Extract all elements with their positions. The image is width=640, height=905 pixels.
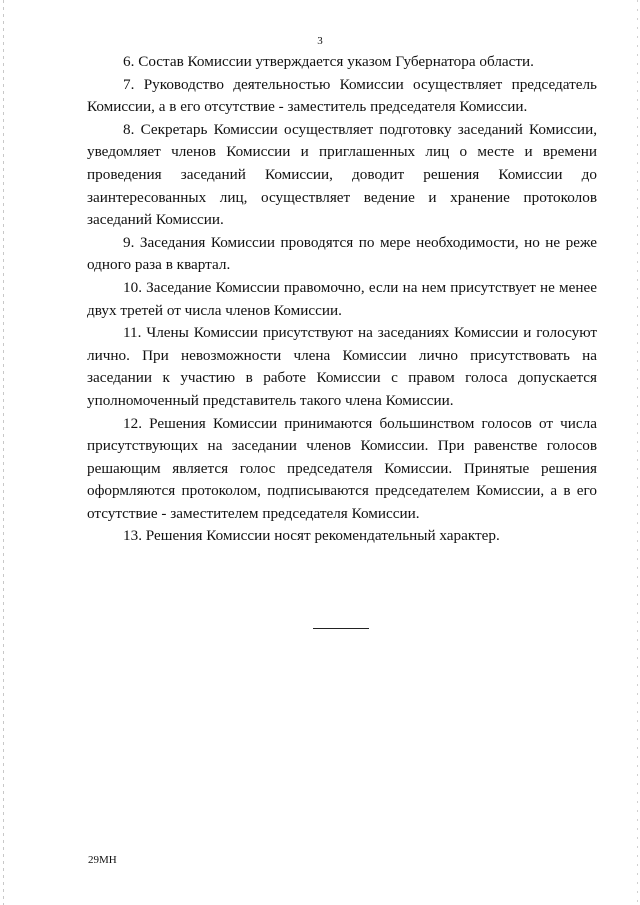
end-divider-line bbox=[313, 628, 369, 629]
paragraph-10: 10. Заседание Комиссии правомочно, если на нем присутствует не менее двух третей от числа членов Комиссии. bbox=[87, 278, 597, 319]
paragraph-8: 8. Секретарь Комиссии осуществляет подготовку заседаний Комиссии, уведомляет членов Комиссии и приглашенных лиц о месте и времени проведения заседаний Комиссии, доводит решения Комиссии до заинтересованных лиц, осуществляет ведение и хранение протоколов заседаний Комиссии. bbox=[87, 120, 597, 229]
document-code: 29МН bbox=[88, 854, 117, 866]
paragraph-13: 13. Решения Комиссии носят рекомендательный характер. bbox=[123, 527, 500, 545]
page-number: 3 bbox=[317, 35, 323, 47]
scan-edge-right bbox=[637, 0, 638, 905]
paragraph-11: 11. Члены Комиссии присутствуют на заседаниях Комиссии и голосуют лично. При невозможности члена Комиссии лично присутствовать на заседании к участию в работе Комиссии с правом голоса допускается уполномоченный представитель такого члена Комиссии. bbox=[87, 324, 597, 409]
paragraph-6: 6. Состав Комиссии утверждается указом Губернатора области. bbox=[123, 53, 534, 70]
scan-edge-left bbox=[3, 0, 4, 905]
paragraph-12: 12. Решения Комиссии принимаются большинством голосов от числа присутствующих на заседании членов Комиссии. При равенстве голосов решающим является голос председателя Комиссии. Принятые решения оформляются протоколом, подписываются председателем Комиссии, а в его отсутствие - заместителем председателя Комиссии. bbox=[87, 414, 597, 522]
paragraph-7: 7. Руководство деятельностью Комиссии осуществляет председатель Комиссии, а в его отсутствие - заместитель председателя Комиссии. bbox=[87, 75, 597, 116]
body-text bbox=[87, 51, 597, 548]
paragraph-9: 9. Заседания Комиссии проводятся по мере необходимости, но не реже одного раза в квартал. bbox=[87, 233, 597, 274]
